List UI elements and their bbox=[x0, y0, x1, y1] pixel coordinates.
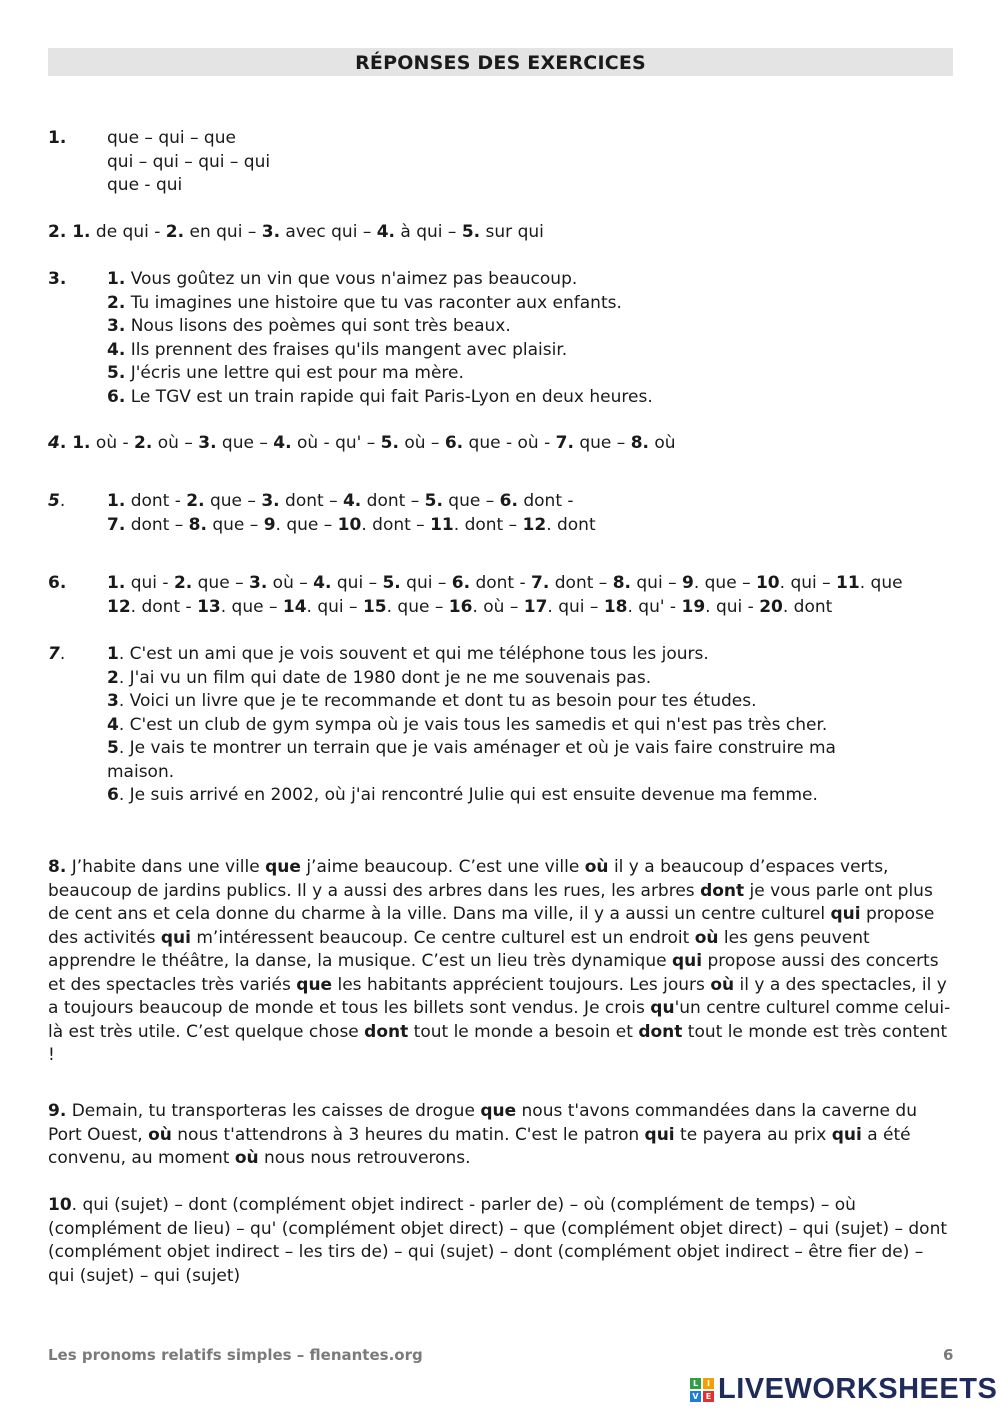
answer-list bbox=[107, 643, 958, 808]
bold-keyword: où bbox=[584, 857, 609, 877]
answer-item: 6. Le TGV est un train rapide qui fait Paris-Lyon en deux heures. bbox=[107, 386, 653, 407]
bold-keyword: 6. bbox=[444, 433, 464, 453]
bold-keyword: 11 bbox=[430, 514, 454, 535]
exercise-8: 8. J’habite dans une ville que j’aime beaucoup. C’est une ville où il y a beaucoup d’espaces verts, beaucoup de jardins publics. Il y a aussi des arbres dans les rues, les arbres dont je vous parle ont plus de cent ans et cela donne du charme à la ville. Dans ma ville, il y a aussi un centre culturel qui propose des activités qui m’intéressent beaucoup. Ce centre culturel est un endroit où les gens peuvent apprendre le théâtre, la danse, la musique. C’est un lieu très dynamique qui propose aussi des concerts et des spectacles très variés que les habitants apprécient toujours. Les jours où il y a des spectacles, il y a toujours beaucoup de monde et tous les billets sont vendus. Je crois qu'un centre culturel comme celui-là est très utile. C’est quelque chose dont tout le monde a besoin et dont tout le monde est très content ! bbox=[48, 857, 951, 1065]
answer-item: 2. Tu imagines une histoire que tu vas raconter aux enfants. bbox=[107, 292, 622, 313]
bold-keyword: 18 bbox=[603, 596, 628, 617]
answer-line: qui – qui – qui – qui bbox=[107, 151, 271, 172]
bold-keyword: 9 bbox=[681, 573, 694, 593]
bold-keyword: 4. bbox=[107, 339, 126, 360]
bold-keyword: 7. bbox=[531, 573, 550, 593]
bold-keyword: 10 bbox=[337, 514, 362, 535]
liveworksheets-logo bbox=[690, 1374, 997, 1406]
bold-keyword: 6. bbox=[499, 491, 518, 511]
footer-source: Les pronoms relatifs simples – flenantes.org bbox=[48, 1346, 423, 1364]
bold-keyword: que bbox=[296, 974, 333, 995]
bold-keyword: dont bbox=[364, 1021, 409, 1042]
answer-item: 1. Vous goûtez un vin que vous n'aimez pas beaucoup. bbox=[107, 269, 578, 289]
bold-keyword: 6. bbox=[451, 573, 471, 593]
bold-keyword: 3. bbox=[198, 433, 217, 453]
logo-mark-cell: V bbox=[690, 1391, 701, 1402]
answer-item: 4. C'est un club de gym sympa où je vais tous les samedis et qui n'est pas très cher. bbox=[107, 714, 828, 735]
bold-keyword: dont bbox=[638, 1021, 683, 1042]
bold-keyword: 4. bbox=[273, 433, 292, 453]
answer-item: maison. bbox=[107, 761, 175, 782]
answer-line: que - qui bbox=[107, 175, 183, 195]
bold-keyword: où bbox=[710, 974, 735, 995]
logo-mark-cell: I bbox=[703, 1378, 714, 1389]
answer-item: 2. J'ai vu un film qui date de 1980 dont je ne me souvenais pas. bbox=[107, 667, 652, 688]
bold-keyword: dont bbox=[700, 880, 745, 901]
page-number: 6 bbox=[943, 1346, 954, 1364]
answer-item: 1. C'est un ami que je vois souvent et qui me téléphone tous les jours. bbox=[107, 644, 709, 664]
bold-keyword: qui bbox=[644, 1124, 675, 1145]
bold-keyword: 1. bbox=[107, 269, 126, 289]
bold-keyword: 16 bbox=[448, 596, 473, 617]
bold-keyword: 8. bbox=[630, 433, 649, 453]
answer-line: que – qui – que bbox=[107, 128, 236, 148]
bold-keyword: 9. bbox=[48, 1101, 67, 1121]
bold-keyword: 2. bbox=[173, 573, 193, 593]
answer-item: 4. Ils prennent des fraises qu'ils mangent avec plaisir. bbox=[107, 339, 568, 360]
exercise-7 bbox=[48, 643, 958, 808]
bold-keyword: 2 bbox=[107, 667, 119, 688]
answer-item: 3. Voici un livre que je te recommande et dont tu as besoin pour tes études. bbox=[107, 691, 757, 711]
bold-keyword: 3. bbox=[261, 491, 280, 511]
bold-keyword: 6 bbox=[107, 785, 119, 805]
bold-keyword: 2. bbox=[107, 292, 126, 313]
bold-keyword: 3 bbox=[107, 691, 119, 711]
exercise-number: 5. bbox=[48, 491, 66, 511]
bold-keyword: 11 bbox=[836, 573, 860, 593]
bold-keyword: 3. bbox=[261, 222, 281, 242]
bold-keyword: où bbox=[148, 1124, 172, 1145]
exercise-10: 10. qui (sujet) – dont (complément objet indirect - parler de) – où (complément de temps) – où (complément de lieu) – qu' (complément objet direct) – que (complément objet direct) – qui (sujet) – dont (complément objet indirect – les tirs de) – qui (sujet) – dont (complément objet indirect – être fier de) – qui (sujet) – qui (sujet) bbox=[48, 1195, 948, 1286]
bold-keyword: 15 bbox=[362, 596, 387, 617]
answer-line: 7. dont – 8. que – 9. que – 10. dont – 11. dont – 12. dont bbox=[107, 514, 596, 535]
bold-keyword: 5. bbox=[461, 222, 481, 242]
exercise-9: 9. Demain, tu transporteras les caisses de drogue que nous t'avons commandées dans la caverne du Port Ouest, où nous t'attendrons à 3 heures du matin. C'est le patron qui te payera au prix qui a été convenu, au moment où nous nous retrouverons. bbox=[48, 1101, 917, 1168]
bold-keyword: 8. bbox=[612, 573, 631, 593]
answer-item: 6. Je suis arrivé en 2002, où j'ai rencontré Julie qui est ensuite devenue ma femme. bbox=[107, 785, 818, 805]
page-title: RÉPONSES DES EXERCICES bbox=[48, 48, 953, 76]
bold-keyword: 1. bbox=[107, 573, 126, 593]
exercise-3 bbox=[48, 268, 958, 409]
answer-item: 3. Nous lisons des poèmes qui sont très beaux. bbox=[107, 316, 511, 336]
bold-keyword: 8. bbox=[188, 514, 207, 535]
bold-keyword: 12 bbox=[522, 514, 547, 535]
bold-keyword: 14 bbox=[282, 596, 307, 617]
bold-keyword: que bbox=[480, 1101, 517, 1121]
bold-keyword: 1. bbox=[107, 491, 126, 511]
bold-keyword: 2. 1. bbox=[48, 222, 91, 242]
exercise-number: 4 bbox=[48, 433, 60, 453]
bold-keyword: 5. bbox=[424, 491, 443, 511]
bold-keyword: 9 bbox=[263, 514, 276, 535]
exercise-number: 3. bbox=[48, 269, 67, 289]
bold-keyword: où bbox=[694, 927, 719, 948]
logo-text: LIVEWORKSHEETS bbox=[718, 1373, 998, 1406]
answer-line: 1. dont - 2. que – 3. dont – 4. dont – 5. que – 6. dont - bbox=[107, 491, 574, 511]
answer-line: 2. 1. de qui - 2. en qui – 3. avec qui – 4. à qui – 5. sur qui bbox=[48, 222, 544, 242]
exercise-number: 7. bbox=[48, 644, 66, 664]
bold-keyword: 1 bbox=[107, 644, 119, 664]
answer-list bbox=[107, 268, 958, 409]
bold-keyword: . 1. bbox=[59, 433, 91, 453]
bold-keyword: qui bbox=[160, 927, 191, 948]
answer-line: . 1. où - 2. où – 3. que – 4. où - qu' – 5. où – 6. que - où - 7. que – 8. où bbox=[59, 433, 676, 453]
bold-keyword: 5 bbox=[107, 738, 119, 758]
exercise-5 bbox=[48, 490, 958, 537]
bold-keyword: qu bbox=[650, 998, 675, 1018]
exercise-4 bbox=[48, 432, 958, 456]
logo-mark-cell: E bbox=[703, 1391, 714, 1402]
bold-keyword: 2. bbox=[165, 222, 185, 242]
bold-keyword: 4. bbox=[376, 222, 396, 242]
bold-keyword: 7. bbox=[555, 433, 574, 453]
bold-keyword: où bbox=[234, 1148, 259, 1168]
bold-keyword: 4 bbox=[107, 714, 119, 735]
bold-keyword: 3. bbox=[107, 316, 126, 336]
answer-line: 12. dont - 13. que – 14. qui – 15. que – 16. où – 17. qui – 18. qu' - 19. qui - 20. dont bbox=[107, 596, 833, 617]
exercise-1 bbox=[48, 127, 958, 198]
bold-keyword: 6. bbox=[107, 386, 126, 407]
bold-keyword: 2. bbox=[186, 491, 205, 511]
exercise-number: 6. bbox=[48, 573, 67, 593]
bold-keyword: qui bbox=[671, 951, 703, 971]
exercise-2 bbox=[48, 221, 958, 245]
bold-keyword: 20 bbox=[759, 596, 783, 617]
bold-keyword: que bbox=[265, 857, 301, 877]
answer-line: 1. qui - 2. que – 3. où – 4. qui – 5. qui – 6. dont - 7. dont – 8. qui – 9. que – 10. qui – 11. que bbox=[107, 573, 903, 593]
bold-keyword: 5. bbox=[107, 363, 126, 383]
bold-keyword: qui bbox=[830, 904, 861, 924]
bold-keyword: 4. bbox=[313, 573, 332, 593]
bold-keyword: 10 bbox=[48, 1195, 72, 1215]
bold-keyword: 13 bbox=[197, 596, 221, 617]
exercise-number: 1. bbox=[48, 128, 67, 148]
logo-mark-cell: L bbox=[690, 1378, 701, 1389]
bold-keyword: 5. bbox=[382, 573, 401, 593]
bold-keyword: 19 bbox=[681, 596, 706, 617]
bold-keyword: 4. bbox=[342, 491, 362, 511]
bold-keyword: 2. bbox=[134, 433, 153, 453]
bold-keyword: 17 bbox=[523, 596, 548, 617]
bold-keyword: 7. bbox=[107, 514, 126, 535]
bold-keyword: 10 bbox=[755, 573, 780, 593]
bold-keyword: 3. bbox=[248, 573, 268, 593]
answer-item: 5. Je vais te montrer un terrain que je vais aménager et où je vais faire construire ma bbox=[107, 738, 836, 758]
bold-keyword: qui bbox=[831, 1124, 862, 1145]
logo-mark-icon bbox=[690, 1378, 714, 1402]
bold-keyword: 5. bbox=[380, 433, 399, 453]
bold-keyword: 8. bbox=[48, 857, 67, 877]
bold-keyword: 12 bbox=[107, 596, 131, 617]
answer-item: 5. J'écris une lettre qui est pour ma mère. bbox=[107, 363, 464, 383]
exercise-6 bbox=[48, 572, 958, 619]
